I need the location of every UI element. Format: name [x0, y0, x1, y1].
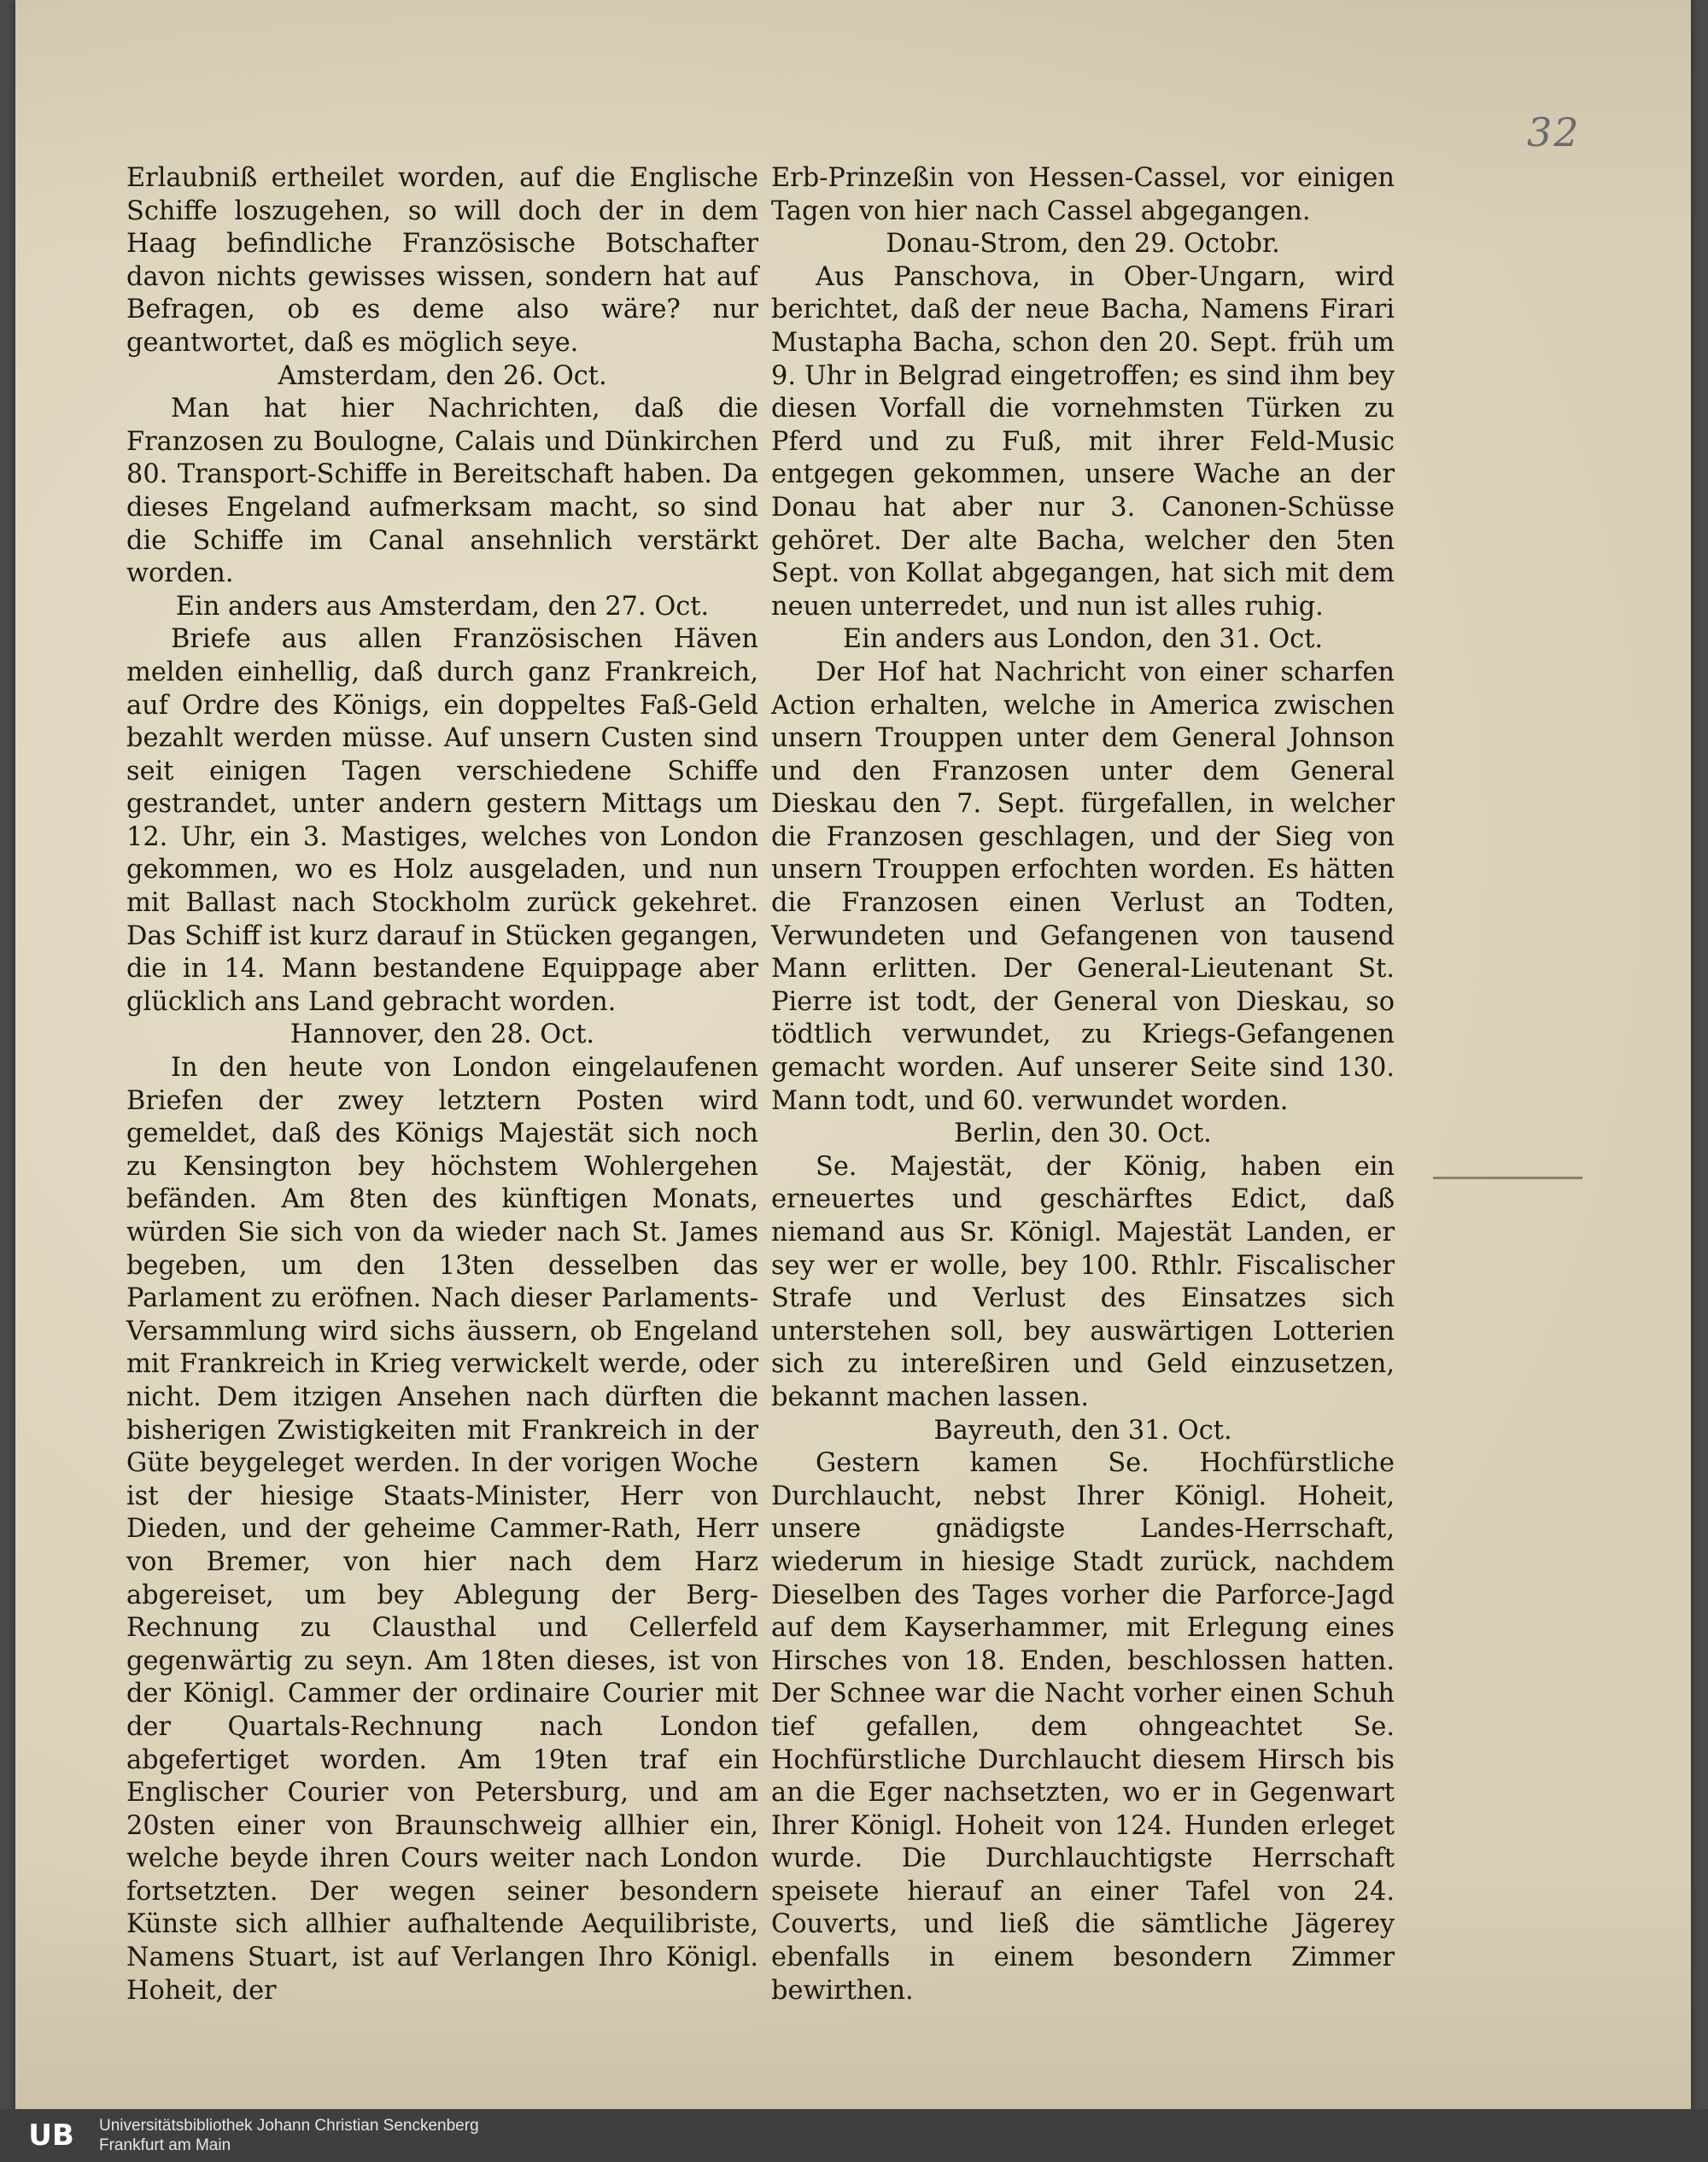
dateline-heading: Berlin, den 30. Oct.	[954, 1119, 1212, 1149]
dateline-heading: Ein anders aus London, den 31. Oct.	[842, 624, 1324, 655]
article-paragraph: Aus Panschova, in Ober-Ungarn, wird berichtet, daß der neue Bacha, Namens Firari Mustapha Bacha, schon den 20. Sept. früh um 9. Uhr in Belgrad eingetroffen; es sind ihm bey diesen Vorfall die vornehmsten Türken zu Pferd und zu Fuß, mit ihrer Feld-Music entgegen gekommen, unsere Wache an der Donau hat aber nur 3. Canonen-Schüsse gehöret. Der alte Bacha, welcher den 5ten Sept. von Kollat abgegangen, hat sich mit dem neuen unterredet, und nun ist alles ruhig.	[771, 261, 1395, 622]
dateline-heading: Bayreuth, den 31. Oct.	[933, 1415, 1232, 1446]
dateline-heading: Amsterdam, den 26. Oct.	[278, 360, 607, 391]
footer-line-2: Frankfurt am Main	[99, 2136, 231, 2154]
article-paragraph: Briefe aus allen Französischen Häven melden einhellig, daß durch ganz Frankreich, auf Ordre des Königs, ein doppeltes Faß-Geld bezahlt werden müsse. Auf unsern Custen sind seit einigen Tagen verschiedene Schiffe gestrandet, unter andern gestern Mittags um 12. Uhr, ein 3. Mastiges, welches von London gekommen, wo es Holz ausgeladen, und nun mit Ballast nach Stockholm zurück gekehret. Das Schiff ist kurz darauf in Stücken gegangen, die in 14. Mann bestandene Equippage aber glücklich ans Land gebracht worden.	[126, 624, 758, 1017]
page-number: 32	[1527, 109, 1581, 155]
footer-text	[99, 2116, 479, 2155]
ub-logo: UB	[28, 2118, 74, 2153]
library-footer	[0, 2109, 1708, 2162]
article-paragraph: Man hat hier Nachrichten, daß die Franzosen zu Boulogne, Calais und Dünkirchen 80. Transport-Schiffe in Bereitschaft haben. Da dieses Engeland aufmerksam macht, so sind die Schiffe im Canal ansehnlich verstärkt worden.	[126, 394, 758, 589]
newspaper-page	[15, 0, 1691, 2109]
article-paragraph: Erb-Prinzeßin von Hessen-Cassel, vor einigen Tagen von hier nach Cassel abgegangen.	[771, 163, 1395, 226]
dateline-heading: Ein anders aus Amsterdam, den 27. Oct.	[175, 591, 710, 622]
article-paragraph: Der Hof hat Nachricht von einer scharfen Action erhalten, welche in America zwischen unsern Trouppen unter dem General Johnson und den Franzosen unter dem General Dieskau den 7. Sept. fürgefallen, in welcher die Franzosen geschlagen, und der Sieg von unsern Trouppen erfochten worden. Es hätten die Franzosen einen Verlust an Todten, Verwundeten und Gefangenen von tausend Mann erlitten. Der General-Lieutenant St. Pierre ist todt, der General von Dieskau, so tödtlich verwundet, zu Kriegs-Gefangenen gemacht worden. Auf unserer Seite sind 130. Mann todt, und 60. verwundet worden.	[771, 657, 1395, 1116]
dateline-heading: Donau-Strom, den 29. Octobr.	[886, 229, 1280, 260]
article-paragraph: Erlaubniß ertheilet worden, auf die Englische Schiffe loszugehen, so will doch der in dem Haag befindliche Französische Botschafter davon nichts gewisses wissen, sondern hat auf Befragen, ob es deme also wäre? nur geantwortet, daß es möglich seye.	[126, 163, 758, 358]
article-paragraph: In den heute von London eingelaufenen Briefen der zwey letztern Posten wird gemeldet, daß des Königs Majestät sich noch zu Kensington bey höchstem Wohlergehen befänden. Am 8ten des künftigen Monats, würden Sie sich von da wieder nach St. James begeben, um den 13ten desselben das Parlament zu eröfnen. Nach dieser Parlaments-Versammlung wird sichs äussern, ob Engeland mit Frankreich in Krieg verwickelt werde, oder nicht. Dem itzigen Ansehen nach dürften die bisherigen Zwistigkeiten mit Frankreich in der Güte beygeleget werden. In der vorigen Woche ist der hiesige Staats-Minister, Herr von Dieden, und der geheime Cammer-Rath, Herr von Bremer, von hier nach dem Harz abgereiset, um bey Ablegung der Berg-Rechnung zu Clausthal und Cellerfeld gegenwärtig zu seyn. Am 18ten dieses, ist von der Königl. Cammer der ordinaire Courier mit der Quartals-Rechnung nach London abgefertiget worden. Am 19ten traf ein Englischer Courier von Petersburg, und am 20sten einer von Braunschweig allhier ein, welche beyde ihren Cours weiter nach London fortsetzten. Der wegen seiner besondern Künste sich allhier aufhaltende Aequilibriste, Namens Stuart, ist auf Verlangen Ihro Königl. Hoheit, der	[126, 1053, 758, 2006]
right-column	[771, 162, 1395, 2007]
dateline-heading: Hannover, den 28. Oct.	[290, 1020, 595, 1050]
article-paragraph: Se. Majestät, der König, haben ein erneuertes und geschärftes Edict, daß niemand aus Sr. Königl. Majestät Landen, er sey wer er wolle, bey 100. Rthlr. Fiscalischer Strafe und Verlust des Einsatzes sich unterstehen soll, bey auswärtigen Lotterien sich zu intereßiren und Geld einzusetzen, bekannt machen lassen.	[771, 1151, 1395, 1412]
footer-line-1: Universitätsbibliothek Johann Christian Senckenberg	[99, 2117, 479, 2135]
article-paragraph: Gestern kamen Se. Hochfürstliche Durchlaucht, nebst Ihrer Königl. Hoheit, unsere gnädigste Landes-Herrschaft, wiederum in hiesige Stadt zurück, nachdem Dieselben des Tages vorher die Parforce-Jagd auf dem Kayserhammer, mit Erlegung eines Hirsches von 18. Enden, beschlossen hatten. Der Schnee war die Nacht vorher einen Schuh tief gefallen, dem ohngeachtet Se. Hochfürstliche Durchlaucht diesem Hirsch bis an die Eger nachsetzten, wo er in Gegenwart Ihrer Königl. Hoheit von 124. Hunden erleget wurde. Die Durchlauchtigste Herrschaft speisete hierauf an einer Tafel von 24. Couverts, und ließ die sämtliche Jägerey ebenfalls in einem besondern Zimmer bewirthen.	[771, 1448, 1395, 2006]
left-column	[126, 162, 758, 2007]
binding-mark	[1433, 1177, 1582, 1179]
